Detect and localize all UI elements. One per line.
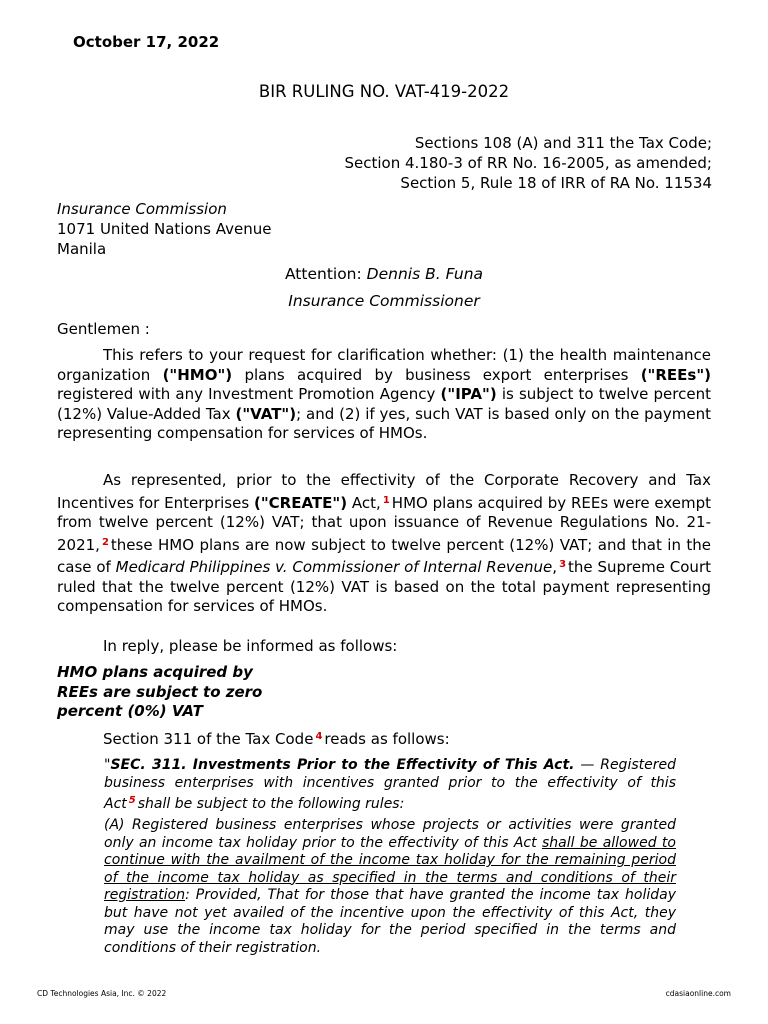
legal-references <box>344 133 712 193</box>
paragraph-section-311: Section 311 of the Tax Code $^4$ reads as follows: <box>103 730 450 748</box>
reference-line: Section 4.180-3 of RR No. 16-2005, as amended; <box>344 154 712 172</box>
ruling-title: BIR RULING NO. VAT-419-2022 <box>258 82 510 101</box>
attention-label: Attention: <box>284 265 362 283</box>
addressee-block <box>57 199 271 259</box>
footer-copyright: CD Technologies Asia, Inc. © 2022 <box>37 989 167 998</box>
paragraph-request: This refers to your request for clarification whether: (1) the health maintenance organization ("HMO") plans acquired by business export enterprises ("REEs") registered with any Investment Promotion Agency ("IPA") is subject to twelve percent (12%) Value-Added Tax ("VAT"); and (2) if yes, such VAT is based only on the payment representing compensation for services of HMOs. <box>57 346 711 442</box>
footnote-ref-4[interactable]: 4 <box>315 731 323 742</box>
attention-line <box>0 265 768 283</box>
reference-line: Section 5, Rule 18 of IRR of RA No. 11534 <box>400 174 712 192</box>
footnote-ref-3[interactable]: 3 <box>559 559 567 570</box>
addressee-street: 1071 United Nations Avenue <box>57 220 272 238</box>
quoted-subsection-a: (A) Registered business enterprises whose projects or activities were granted only an income tax holiday prior to the effectivity of this Act shall be allowed to continue with the availment of the income tax holiday for the remaining period of the income tax holiday as specified in the terms and conditions of their registration: Provided, That for those that have granted the income tax holiday but have not yet availed of the incentive upon the effectivity of this Act, they may use the income tax holiday for the period specified in the terms and conditions of their registration. <box>104 817 676 956</box>
attention-name: Dennis B. Funa <box>366 265 484 283</box>
salutation: Gentlemen : <box>57 320 150 338</box>
footnote-ref-2[interactable]: 2 <box>101 536 109 548</box>
addressee-city: Manila <box>57 240 107 258</box>
footnote-ref-5[interactable]: 5 <box>128 795 136 806</box>
paragraph-representation: As represented, prior to the effectivity of the Corporate Recovery and Tax Incentives for Enterprises ("CREATE") Act, $^1$ HMO plans acquired by REEs were exempt from twelve percent (12%) VAT; that upon issuance of Revenue Regulations No. 21-2021, $^2$ these HMO plans are now subject to twelve percent (12%) VAT; and that in the case of Medicard Philippines v. Commissioner of Internal Revenue, $^3$ the Supreme Court ruled that the twelve percent (12%) VAT is based on the total payment representing compensation for services of HMOs. <box>57 471 712 615</box>
addressee-name: Insurance Commission <box>57 200 227 218</box>
footer-site[interactable]: cdasiaonline.com <box>665 989 731 998</box>
paragraph-reply: In reply, please be informed as follows: <box>103 637 398 655</box>
footnote-ref-1[interactable]: 1 <box>382 494 390 506</box>
reference-line: Sections 108 (A) and 311 the Tax Code; <box>414 134 712 152</box>
attention-title: Insurance Commissioner <box>288 292 480 310</box>
quoted-section-311: "SEC. 311. Investments Prior to the Effectivity of This Act. — Registered business enterprises with incentives granted prior to the effectivity of this Act $^5$ shall be subject to the following rules: <box>104 757 676 812</box>
ruling-date: October 17, 2022 <box>73 33 220 51</box>
section-heading: HMO plans acquired by REEs are subject to zero percent (0%) VAT <box>57 663 263 720</box>
